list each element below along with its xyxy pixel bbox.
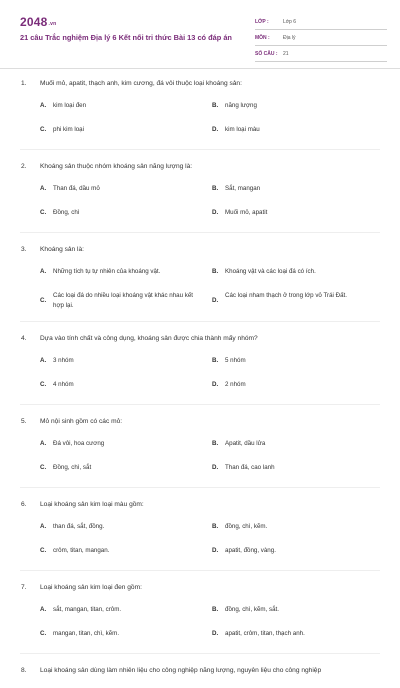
answer-letter: A. [40,606,47,613]
question-number: 8. [21,667,27,674]
answer-text: Khoáng vật và các loại đá có ích. [225,268,316,275]
question-text [0,334,400,356]
question-number: 7. [21,584,27,591]
answer-row [0,439,400,463]
answer-row [0,101,400,125]
answer-row [0,546,400,570]
question-text [0,583,400,605]
info-label: MÔN : [255,35,270,41]
answer-row [0,208,400,232]
site-logo[interactable] [20,15,56,29]
answer-text: crôm, titan, mangan. [53,547,110,554]
answer-text: năng lượng [225,102,257,109]
answer-letter: B. [212,357,219,364]
answer-options [0,439,400,487]
info-row-subject [255,30,387,46]
page-title: 21 câu Trắc nghiệm Địa lý 6 Kết nối tri thức Bài 13 có đáp án [20,33,232,42]
answer-options [0,356,400,404]
answer-options [0,522,400,570]
answer-letter: B. [212,102,219,109]
answer-text: 2 nhóm [225,381,246,388]
divider [20,487,380,488]
question-text [0,162,400,184]
answer-row [0,629,400,653]
question-label: Khoáng sản thuộc nhóm khoáng sản năng lượng là: [40,163,193,170]
answer-text: Than đá, dầu mỏ [53,185,100,192]
answer-text: mangan, titan, chì, kẽm. [53,630,120,637]
info-value: Lớp 6 [283,19,297,25]
info-value: 21 [283,51,289,57]
answer-text: Những tích tụ tự nhiên của khoáng vật. [53,268,161,275]
answer-text: than đá, sắt, đồng. [53,523,105,530]
answer-text: Than đá, cao lanh [225,464,275,471]
answer-text: kim loại đen [53,102,87,109]
question-item [0,417,400,488]
question-item [0,245,400,322]
answer-letter: C. [40,630,47,637]
answer-text: Sắt, mangan [225,185,261,192]
answer-text: 5 nhóm [225,357,246,364]
question-number: 4. [21,335,27,342]
question-item [0,666,400,688]
question-list [0,79,400,688]
question-label: Mỏ nội sinh gồm có các mỏ: [40,418,123,425]
question-text [0,417,400,439]
answer-letter: D. [212,381,219,388]
answer-text: Các loại đá do nhiều loại khoáng vật khác nhau kết hợp lại. [53,292,194,309]
answer-text: apatit, đồng, vàng. [225,547,276,554]
question-number: 2. [21,163,27,170]
answer-text: đồng, chì, kẽm, sắt. [225,606,279,613]
answer-letter: C. [40,464,47,471]
answer-text: Đồng, chì, sắt [53,464,92,471]
answer-row [0,184,400,208]
question-label: Dựa vào tính chất và công dụng, khoáng sản được chia thành mấy nhóm? [40,335,258,342]
question-label: Muối mỏ, apatit, thạch anh, kim cương, đá vôi thuộc loại khoáng sản: [40,80,242,87]
answer-row [0,267,400,291]
question-number: 3. [21,246,27,253]
answer-letter: B. [212,185,219,192]
answer-text: 4 nhóm [53,381,74,388]
info-row-class [255,14,387,30]
question-item [0,79,400,150]
divider [20,149,380,150]
answer-row [0,380,400,404]
answer-text: kim loại màu [225,126,260,133]
answer-text: Đồng, chì [53,209,80,216]
answer-row [0,125,400,149]
divider [20,404,380,405]
answer-letter: A. [40,440,47,447]
header [0,0,400,69]
answer-letter: D. [212,209,219,216]
info-label: SỐ CÂU : [255,51,278,57]
answer-row [0,463,400,487]
question-number: 5. [21,418,27,425]
question-item [0,500,400,571]
question-item [0,162,400,233]
answer-text: Đá vôi, hoa cương [53,440,105,447]
answer-letter: B. [212,606,219,613]
answer-letter: C. [40,126,47,133]
divider [20,321,380,322]
answer-letter: C. [40,547,47,554]
answer-letter: C. [40,381,47,388]
question-label: Loại khoáng sản kim loại màu gồm: [40,501,144,508]
answer-letter: A. [40,185,47,192]
answer-letter: D. [212,630,219,637]
answer-row [0,356,400,380]
divider [20,232,380,233]
question-text [0,79,400,101]
logo-tld: .vn [48,21,57,27]
question-label: Loại khoáng sản kim loại đen gồm: [40,584,142,591]
answer-row [0,291,400,321]
answer-text: Apatit, dầu lửa [225,440,266,447]
divider [20,653,380,654]
answer-letter: C. [40,297,47,304]
divider [20,570,380,571]
info-value: Địa lý [283,35,296,41]
answer-options [0,605,400,653]
answer-letter: A. [40,268,47,275]
answer-letter: B. [212,523,219,530]
answer-text: Muối mỏ, apatit [225,209,268,216]
logo-text: 2048 [20,15,48,29]
info-row-count [255,46,387,62]
answer-options [0,267,400,321]
answer-options [0,184,400,232]
answer-letter: A. [40,102,47,109]
answer-letter: B. [212,440,219,447]
answer-text: đồng, chì, kẽm. [225,523,268,530]
answer-row [0,605,400,629]
answer-text: sắt, mangan, titan, crôm. [53,606,122,613]
question-text [0,500,400,522]
question-label: Loại khoáng sản dùng làm nhiên liệu cho công nghiệp năng lượng, nguyên liệu cho công nghiệp [40,667,322,674]
answer-letter: D. [212,464,219,471]
answer-letter: D. [212,547,219,554]
answer-text: 3 nhóm [53,357,74,364]
answer-row [0,522,400,546]
answer-letter: B. [212,268,219,275]
info-label: LỚP : [255,19,269,25]
question-item [0,583,400,654]
question-text [0,245,400,267]
question-number: 1. [21,80,27,87]
answer-letter: D. [212,297,219,304]
answer-text: phi kim loại [53,126,84,133]
question-label: Khoáng sản là: [40,246,84,253]
answer-text: apatit, crôm, titan, thạch anh. [225,630,305,637]
answer-letter: C. [40,209,47,216]
answer-options [0,101,400,149]
answer-text: Các loại nham thạch ở trong lớp vỏ Trái Đất. [225,292,347,299]
answer-letter: A. [40,357,47,364]
question-item [0,334,400,405]
question-number: 6. [21,501,27,508]
answer-letter: D. [212,126,219,133]
info-box [255,14,387,62]
question-text [0,666,400,688]
answer-letter: A. [40,523,47,530]
